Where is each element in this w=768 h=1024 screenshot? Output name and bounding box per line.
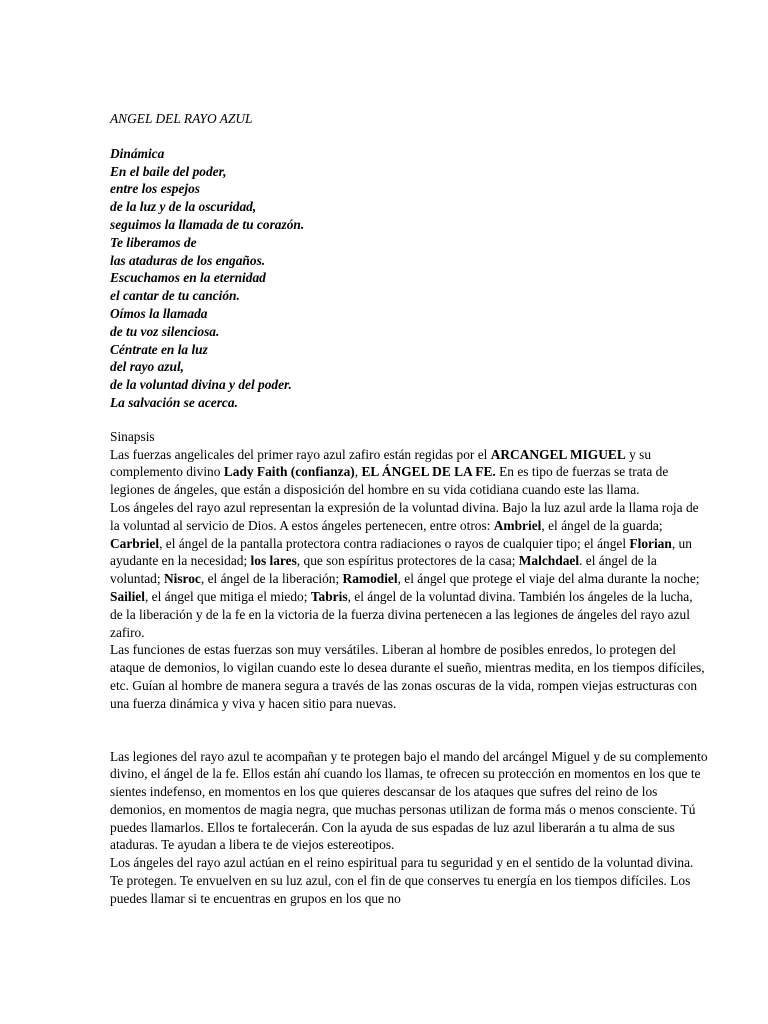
text-run: , que son espíritus protectores de la casa; [296, 553, 519, 569]
text-run: Las fuerzas angelicales del primer rayo azul zafiro están regidas por el [110, 446, 491, 462]
poem-line: de la voluntad divina y del poder. [110, 377, 292, 393]
text-run: Los ángeles del rayo azul representan la expresión de la voluntad divina. Bajo la luz azul arde la llama roja de la voluntad al servicio de Dios. A estos ángeles pertenecen, entre otros: [110, 499, 699, 533]
paragraph-5: Los ángeles del rayo azul actúan en el reino espiritual para tu seguridad y en el sentido de la voluntad divina. Te protegen. Te envuelven en su luz azul, con el fin de que conserves tu energía en los tiempos difíciles. Los puedes llamar si te encuentras en grupos en los que no [110, 855, 694, 906]
text-run: , [354, 464, 362, 480]
paragraph-1 [110, 446, 708, 499]
poem-line: Céntrate en la luz [110, 341, 208, 357]
paragraph-4: Las legiones del rayo azul te acompañan y te protegen bajo el mando del arcángel Miguel y de su complemento divino, el ángel de la fe. Ellos están ahí cuando los llamas, te ofrecen su protección en momentos en los que te sientes indefenso, en momentos en los que quieres descansar de los ataques que sufres del reino de los demonios, en momentos de magia negra, que muchas personas utilizan de forma más o menos consciente. Tú puedes llamarlos. Ellos te fortalecerán. Con la ayuda de sus espadas de luz azul liberarán a tu alma de sus ataduras. Te ayudan a libera te de viejos estereotipos. [110, 748, 708, 853]
document-title: ANGEL DEL RAYO AZUL [110, 111, 253, 126]
poem-line: Escuchamos en la eternidad [110, 270, 266, 286]
bold-term: Malchdael [518, 553, 580, 569]
poem-line: seguimos la llamada de tu corazón. [110, 216, 305, 232]
bold-term: Lady Faith (confianza) [223, 464, 355, 480]
bold-term: Ambriel [493, 517, 542, 533]
poem-line: de la luz y de la oscuridad, [110, 199, 257, 215]
poem-line: La salvación se acerca. [110, 394, 238, 410]
text-run: , el ángel de la guarda; [541, 517, 663, 533]
poem-line: el cantar de tu canción. [110, 288, 240, 304]
text-run: , el ángel de la pantalla protectora contra radiaciones o rayos de cualquier tipo; el ángel [159, 535, 630, 551]
bold-term: Sailiel [110, 588, 145, 604]
text-run: y su complemento divino [110, 446, 652, 480]
bold-term: los lares [250, 553, 297, 569]
bold-term: Florian [629, 535, 672, 551]
poem-line: Dinámica [110, 145, 165, 161]
bold-term: Ramodiel [342, 571, 398, 587]
poem-line: Te liberamos de [110, 234, 197, 250]
bold-term: Nisroc [163, 571, 201, 587]
text-run: , el ángel de la voluntad divina. También los ángeles de la lucha, de la liberación y de la fe en la victoria de la fuerza divina pertenecen a las legiones de ángeles del rayo azul zafiro. [110, 588, 693, 640]
text-run: En es tipo de fuerzas se trata de legiones de ángeles, que están a disposición del hombre en su vida cotidiana cuando este las llama. [110, 464, 669, 498]
text-run: , un ayudante en la necesidad; [110, 535, 692, 569]
poem [110, 145, 708, 412]
poem-line: del rayo azul, [110, 359, 185, 375]
bold-term: ARCANGEL MIGUEL [490, 446, 626, 462]
bold-term: Tabris [310, 588, 348, 604]
poem-line: de tu voz silenciosa. [110, 323, 220, 339]
text-run: , el ángel que mitiga el miedo; [144, 588, 311, 604]
paragraph-spacer [110, 713, 708, 748]
paragraph-3: Las funciones de estas fuerzas son muy versátiles. Liberan al hombre de posibles enredos, lo protegen del ataque de demonios, lo vigilan cuando este lo desea durante el sueño, mientras medita, en los tiempos difíciles, etc. Guían al hombre de manera segura a través de las zonas oscuras de la vida, rompen viejas estructuras con una fuerza dinámica y viva y hacen sitio para nuevas. [110, 642, 705, 711]
bold-term: Carbriel [110, 535, 160, 551]
text-run: , el ángel que protege el viaje del alma durante la noche; [397, 571, 700, 587]
poem-line: Oímos la llamada [110, 305, 208, 321]
bold-term: EL ÁNGEL DE LA FE. [361, 464, 496, 480]
text-run: . el ángel de la voluntad; [110, 553, 657, 587]
section-heading: Sinapsis [110, 428, 155, 444]
poem-line: En el baile del poder, [110, 163, 227, 179]
text-run: , el ángel de la liberación; [200, 571, 343, 587]
poem-line: las ataduras de los engaños. [110, 252, 266, 268]
paragraph-2 [110, 499, 708, 641]
poem-line: entre los espejos [110, 181, 201, 197]
